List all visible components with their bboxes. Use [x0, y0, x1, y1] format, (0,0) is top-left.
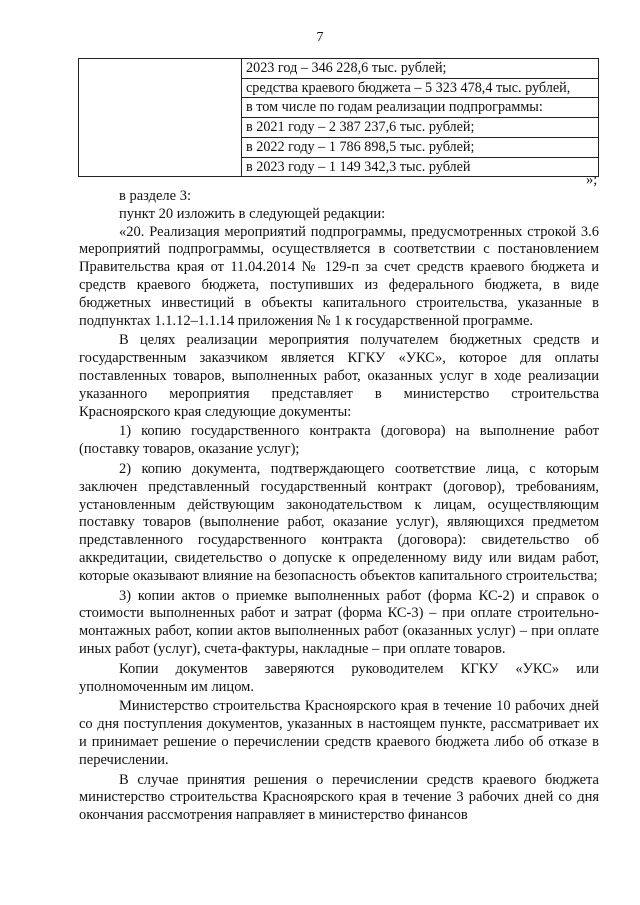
document-body	[79, 188, 599, 825]
amendment-instruction: пункт 20 изложить в следующей редакции:	[119, 205, 386, 222]
funding-line: в 2022 году – 1 786 898,5 тыс. рублей;	[242, 138, 598, 158]
funding-table	[78, 58, 599, 177]
funding-line: 2023 год – 346 228,6 тыс. рублей;	[242, 59, 598, 79]
list-item-3: 3) копии актов о приемке выполненных работ (форма КС-2) и справок о стоимости выполненных работ и затрат (форма КС-3) – при оплате строительно-монтажных работ, копии актов выполненных работ (оказанных услуг) – при оплате иных работ (услуг), счета-фактуры, накладные – при оплате товаров.	[79, 587, 599, 657]
paragraph-certify: Копии документов заверяются руководителем КГКУ «УКС» или уполномоченным им лицом.	[79, 660, 599, 695]
funding-line: в 2023 году – 1 149 342,3 тыс. рублей	[246, 158, 471, 175]
list-item-2: 2) копию документа, подтверждающего соответствие лица, с которым заключен представленный государственный контракт (договор), требованиям, установленным действующим законодательством к лицам, осуществляющим поставку товаров (выполнение работ, оказание услуг), являющихся предметом представленного государственного контракта (договора): свидетельство об аккредитации, свидетельство о допуске к определенному виду или видам работ, которые оказывают влияние на безопасность объектов капитального строительства;	[79, 460, 599, 584]
closing-quote: »;	[586, 172, 598, 188]
funding-table-values-cell	[242, 59, 599, 177]
paragraph-review: Министерство строительства Красноярского края в течение 10 рабочих дней со дня поступления документов, указанных в настоящем пункте, рассматривает их и принимает решение о перечислении средств краевого бюджета либо об отказе в перечислении.	[79, 698, 599, 768]
page-number: 7	[316, 30, 324, 45]
paragraph-20: «20. Реализация мероприятий подпрограммы, предусмотренных строкой 3.6 мероприятий подпрограммы, осуществляется в соответствии с постановлением Правительства края от 11.04.2014 № 129-п за счет средств краевого бюджета и средств краевого бюджета, поступивших из федерального бюджета, в виде бюджетных инвестиций в объекты капитального строительства, указанные в подпунктах 1.1.12–1.1.14 приложения № 1 к государственной программе.	[79, 223, 599, 329]
funding-line: средства краевого бюджета – 5 323 478,4 тыс. рублей,	[242, 79, 598, 99]
section-intro: в разделе 3:	[119, 188, 192, 204]
funding-table-label-cell	[79, 59, 242, 177]
paragraph-decision: В случае принятия решения о перечислении средств краевого бюджета министерство строительства Красноярского края в течение 3 рабочих дней со дня окончания рассмотрения направляет в министерство финансов	[79, 771, 599, 824]
list-item-1: 1) копию государственного контракта (договора) на выполнение работ (поставку товаров, оказание услуг);	[79, 423, 599, 458]
paragraph-recipient: В целях реализации мероприятия получателем бюджетных средств и государственным заказчиком является КГКУ «УКС», которое для оплаты поставленных товаров, выполненных работ, оказанных услуг в ходе реализации указанного мероприятия представляет в министерство строительства Красноярского края следующие документы:	[79, 332, 599, 420]
funding-line: в 2021 году – 2 387 237,6 тыс. рублей;	[242, 118, 598, 138]
funding-line: в том числе по годам реализации подпрограммы:	[242, 98, 598, 118]
